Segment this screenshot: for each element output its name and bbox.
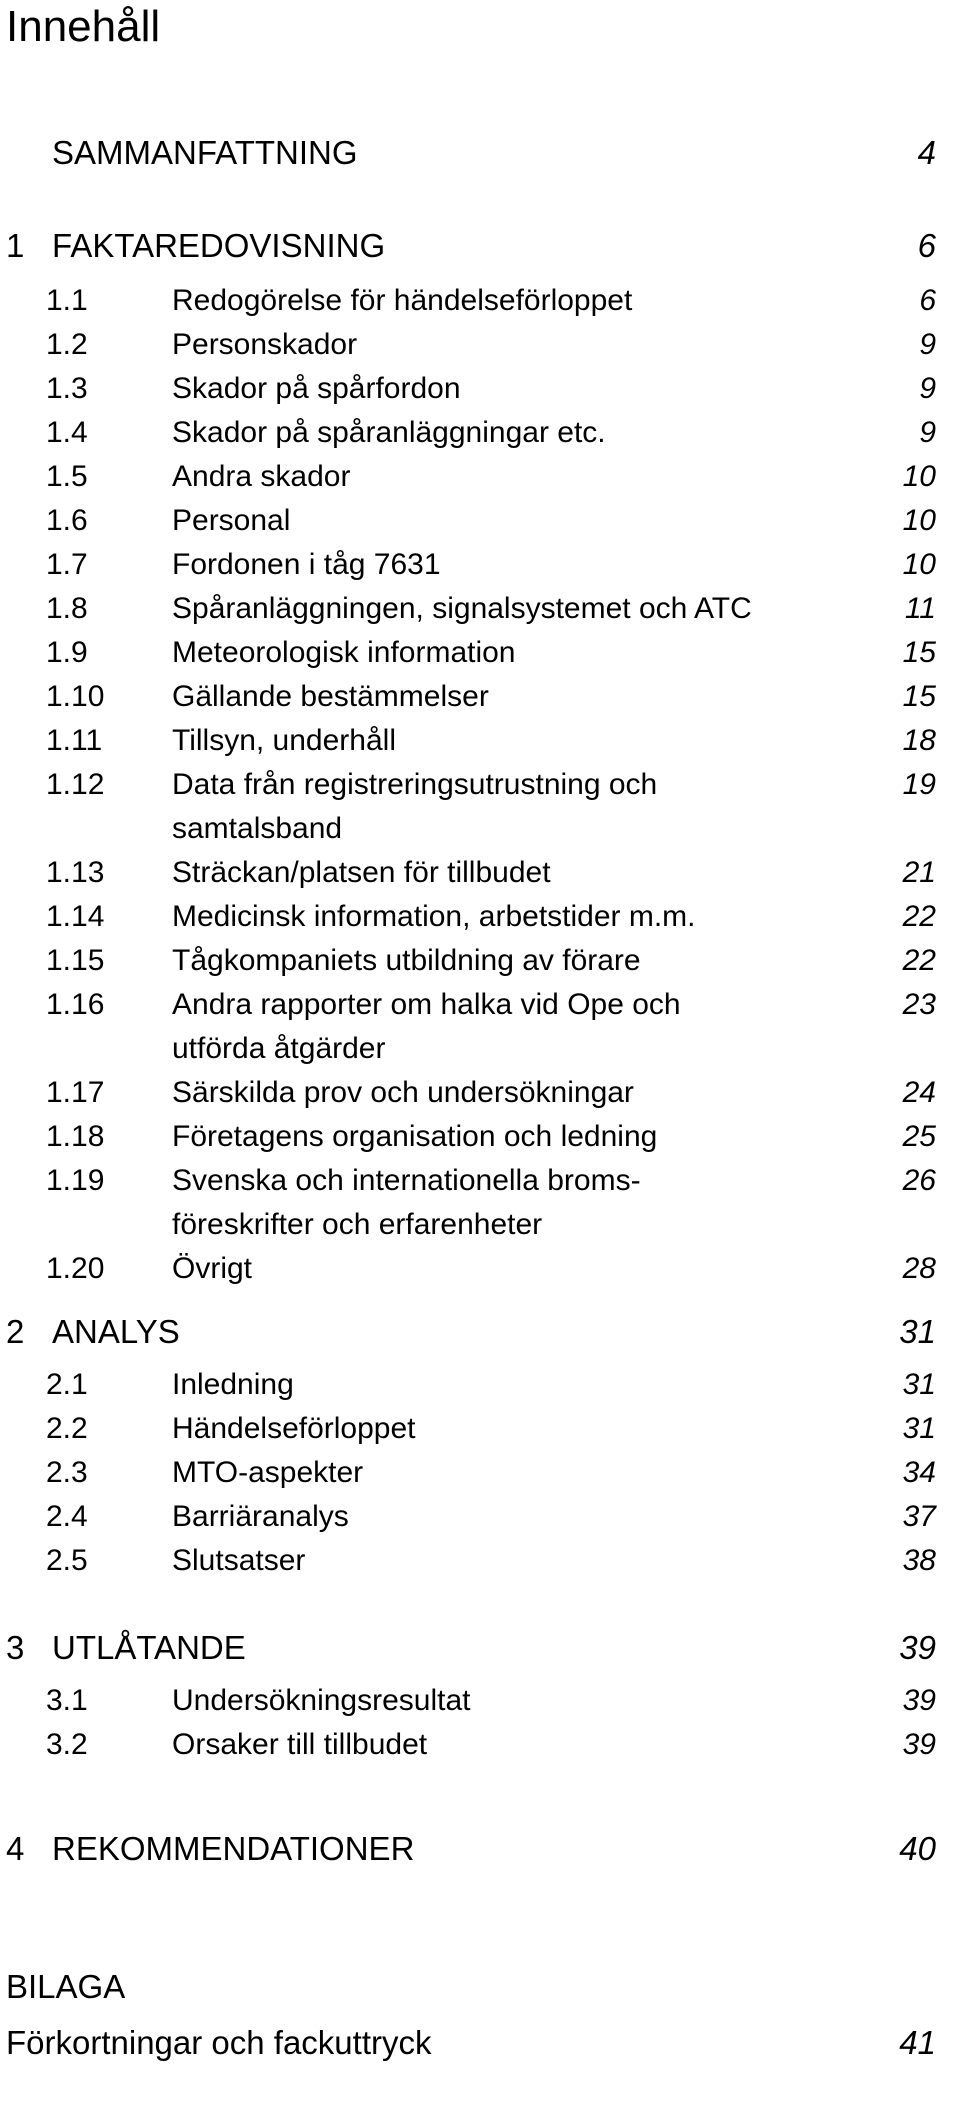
section-title[interactable]: Övrigt [172,1252,253,1285]
toc-summary-page: 4 [917,134,936,171]
section-number: 2.1 [46,1368,88,1401]
section-page: 25 [902,1120,936,1153]
section-page: 39 [902,1728,936,1761]
chapter-page: 40 [899,1830,936,1867]
section-title[interactable]: Redogörelse för händelseförloppet [172,284,633,317]
section-number: 1.15 [46,944,105,977]
chapter-page: 31 [899,1313,936,1350]
section-title[interactable]: Tillsyn, underhåll [172,724,396,757]
section-page: 22 [902,944,936,977]
section-page: 28 [902,1252,936,1285]
section-title-continued: utförda åtgärder [172,1032,386,1065]
appendix-page: 41 [899,2024,936,2061]
section-number: 1.5 [46,460,88,493]
section-title[interactable]: Händelseförloppet [172,1412,416,1445]
section-page: 34 [902,1456,936,1489]
chapter-page: 6 [917,227,936,264]
chapter-title[interactable]: REKOMMENDATIONER [52,1830,415,1867]
section-number: 1.6 [46,504,88,537]
section-number: 2.5 [46,1544,88,1577]
section-title[interactable]: Orsaker till tillbudet [172,1728,428,1761]
section-page: 24 [902,1076,936,1109]
section-number: 1.17 [46,1076,105,1109]
section-number: 2.2 [46,1412,88,1445]
section-title[interactable]: Särskilda prov och undersökningar [172,1076,634,1109]
toc-summary-label[interactable]: SAMMANFATTNING [52,134,358,171]
section-title[interactable]: Slutsatser [172,1544,306,1577]
section-page: 22 [902,900,936,933]
section-number: 1.4 [46,416,88,449]
section-number: 1.10 [46,680,105,713]
section-number: 1.13 [46,856,105,889]
section-title[interactable]: Undersökningsresultat [172,1684,471,1717]
chapter-title[interactable]: UTLÅTANDE [52,1629,246,1666]
section-title[interactable]: Andra skador [172,460,351,493]
section-title[interactable]: Medicinsk information, arbetstider m.m. [172,900,696,933]
chapter-number: 4 [6,1830,25,1867]
section-title[interactable]: Personskador [172,328,358,361]
section-number: 3.2 [46,1728,88,1761]
section-title[interactable]: Sträckan/platsen för tillbudet [172,856,551,889]
section-number: 1.7 [46,548,88,581]
section-page: 37 [902,1500,936,1533]
section-number: 1.16 [46,988,105,1021]
section-title[interactable]: Personal [172,504,291,537]
section-page: 23 [902,988,936,1021]
section-title-continued: samtalsband [172,812,343,845]
section-page: 31 [902,1368,936,1401]
section-page: 39 [902,1684,936,1717]
section-number: 1.18 [46,1120,105,1153]
section-number: 1.1 [46,284,88,317]
appendix-heading: BILAGA [6,1968,126,2005]
section-number: 1.20 [46,1252,105,1285]
section-page: 9 [919,416,936,449]
section-page: 19 [902,768,936,801]
section-number: 1.11 [46,724,103,757]
section-page: 9 [919,328,936,361]
appendix-title[interactable]: Förkortningar och fackuttryck [6,2024,432,2061]
section-page: 10 [902,460,936,493]
section-page: 11 [904,592,936,625]
section-number: 1.8 [46,592,88,625]
section-title[interactable]: Meteorologisk information [172,636,516,669]
chapter-title[interactable]: FAKTAREDOVISNING [52,227,386,264]
section-title[interactable]: Skador på spåranläggningar etc. [172,416,606,449]
chapter-number: 2 [6,1313,25,1350]
page-title: Innehåll [6,2,161,51]
section-number: 1.19 [46,1164,105,1197]
section-title[interactable]: Inledning [172,1368,294,1401]
section-title[interactable]: Gällande bestämmelser [172,680,489,713]
section-title[interactable]: Svenska och internationella broms- [172,1164,641,1197]
section-title[interactable]: Skador på spårfordon [172,372,461,405]
section-number: 2.3 [46,1456,88,1489]
chapter-number: 1 [6,227,25,264]
section-page: 15 [902,680,936,713]
section-page: 18 [902,724,936,757]
section-number: 2.4 [46,1500,88,1533]
section-number: 1.9 [46,636,88,669]
section-page: 21 [902,856,936,889]
section-page: 26 [902,1164,936,1197]
section-title[interactable]: Data från registreringsutrustning och [172,768,658,801]
section-page: 31 [902,1412,936,1445]
section-title[interactable]: Andra rapporter om halka vid Ope och [172,988,681,1021]
section-number: 1.14 [46,900,105,933]
chapter-number: 3 [6,1629,25,1666]
section-title[interactable]: Företagens organisation och ledning [172,1120,658,1153]
section-page: 10 [902,548,936,581]
chapter-page: 39 [899,1629,936,1666]
section-page: 10 [902,504,936,537]
section-title-continued: föreskrifter och erfarenheter [172,1208,543,1241]
section-number: 1.2 [46,328,88,361]
section-page: 15 [902,636,936,669]
section-page: 38 [902,1544,936,1577]
section-number: 3.1 [46,1684,88,1717]
chapter-title[interactable]: ANALYS [52,1313,180,1350]
section-title[interactable]: Barriäranalys [172,1500,349,1533]
section-title[interactable]: Tågkompaniets utbildning av förare [172,944,641,977]
section-title[interactable]: Spåranläggningen, signalsystemet och ATC [172,592,752,625]
section-page: 6 [919,284,936,317]
section-page: 9 [919,372,936,405]
section-title[interactable]: MTO-aspekter [172,1456,364,1489]
section-number: 1.3 [46,372,88,405]
section-title[interactable]: Fordonen i tåg 7631 [172,548,441,581]
section-number: 1.12 [46,768,105,801]
